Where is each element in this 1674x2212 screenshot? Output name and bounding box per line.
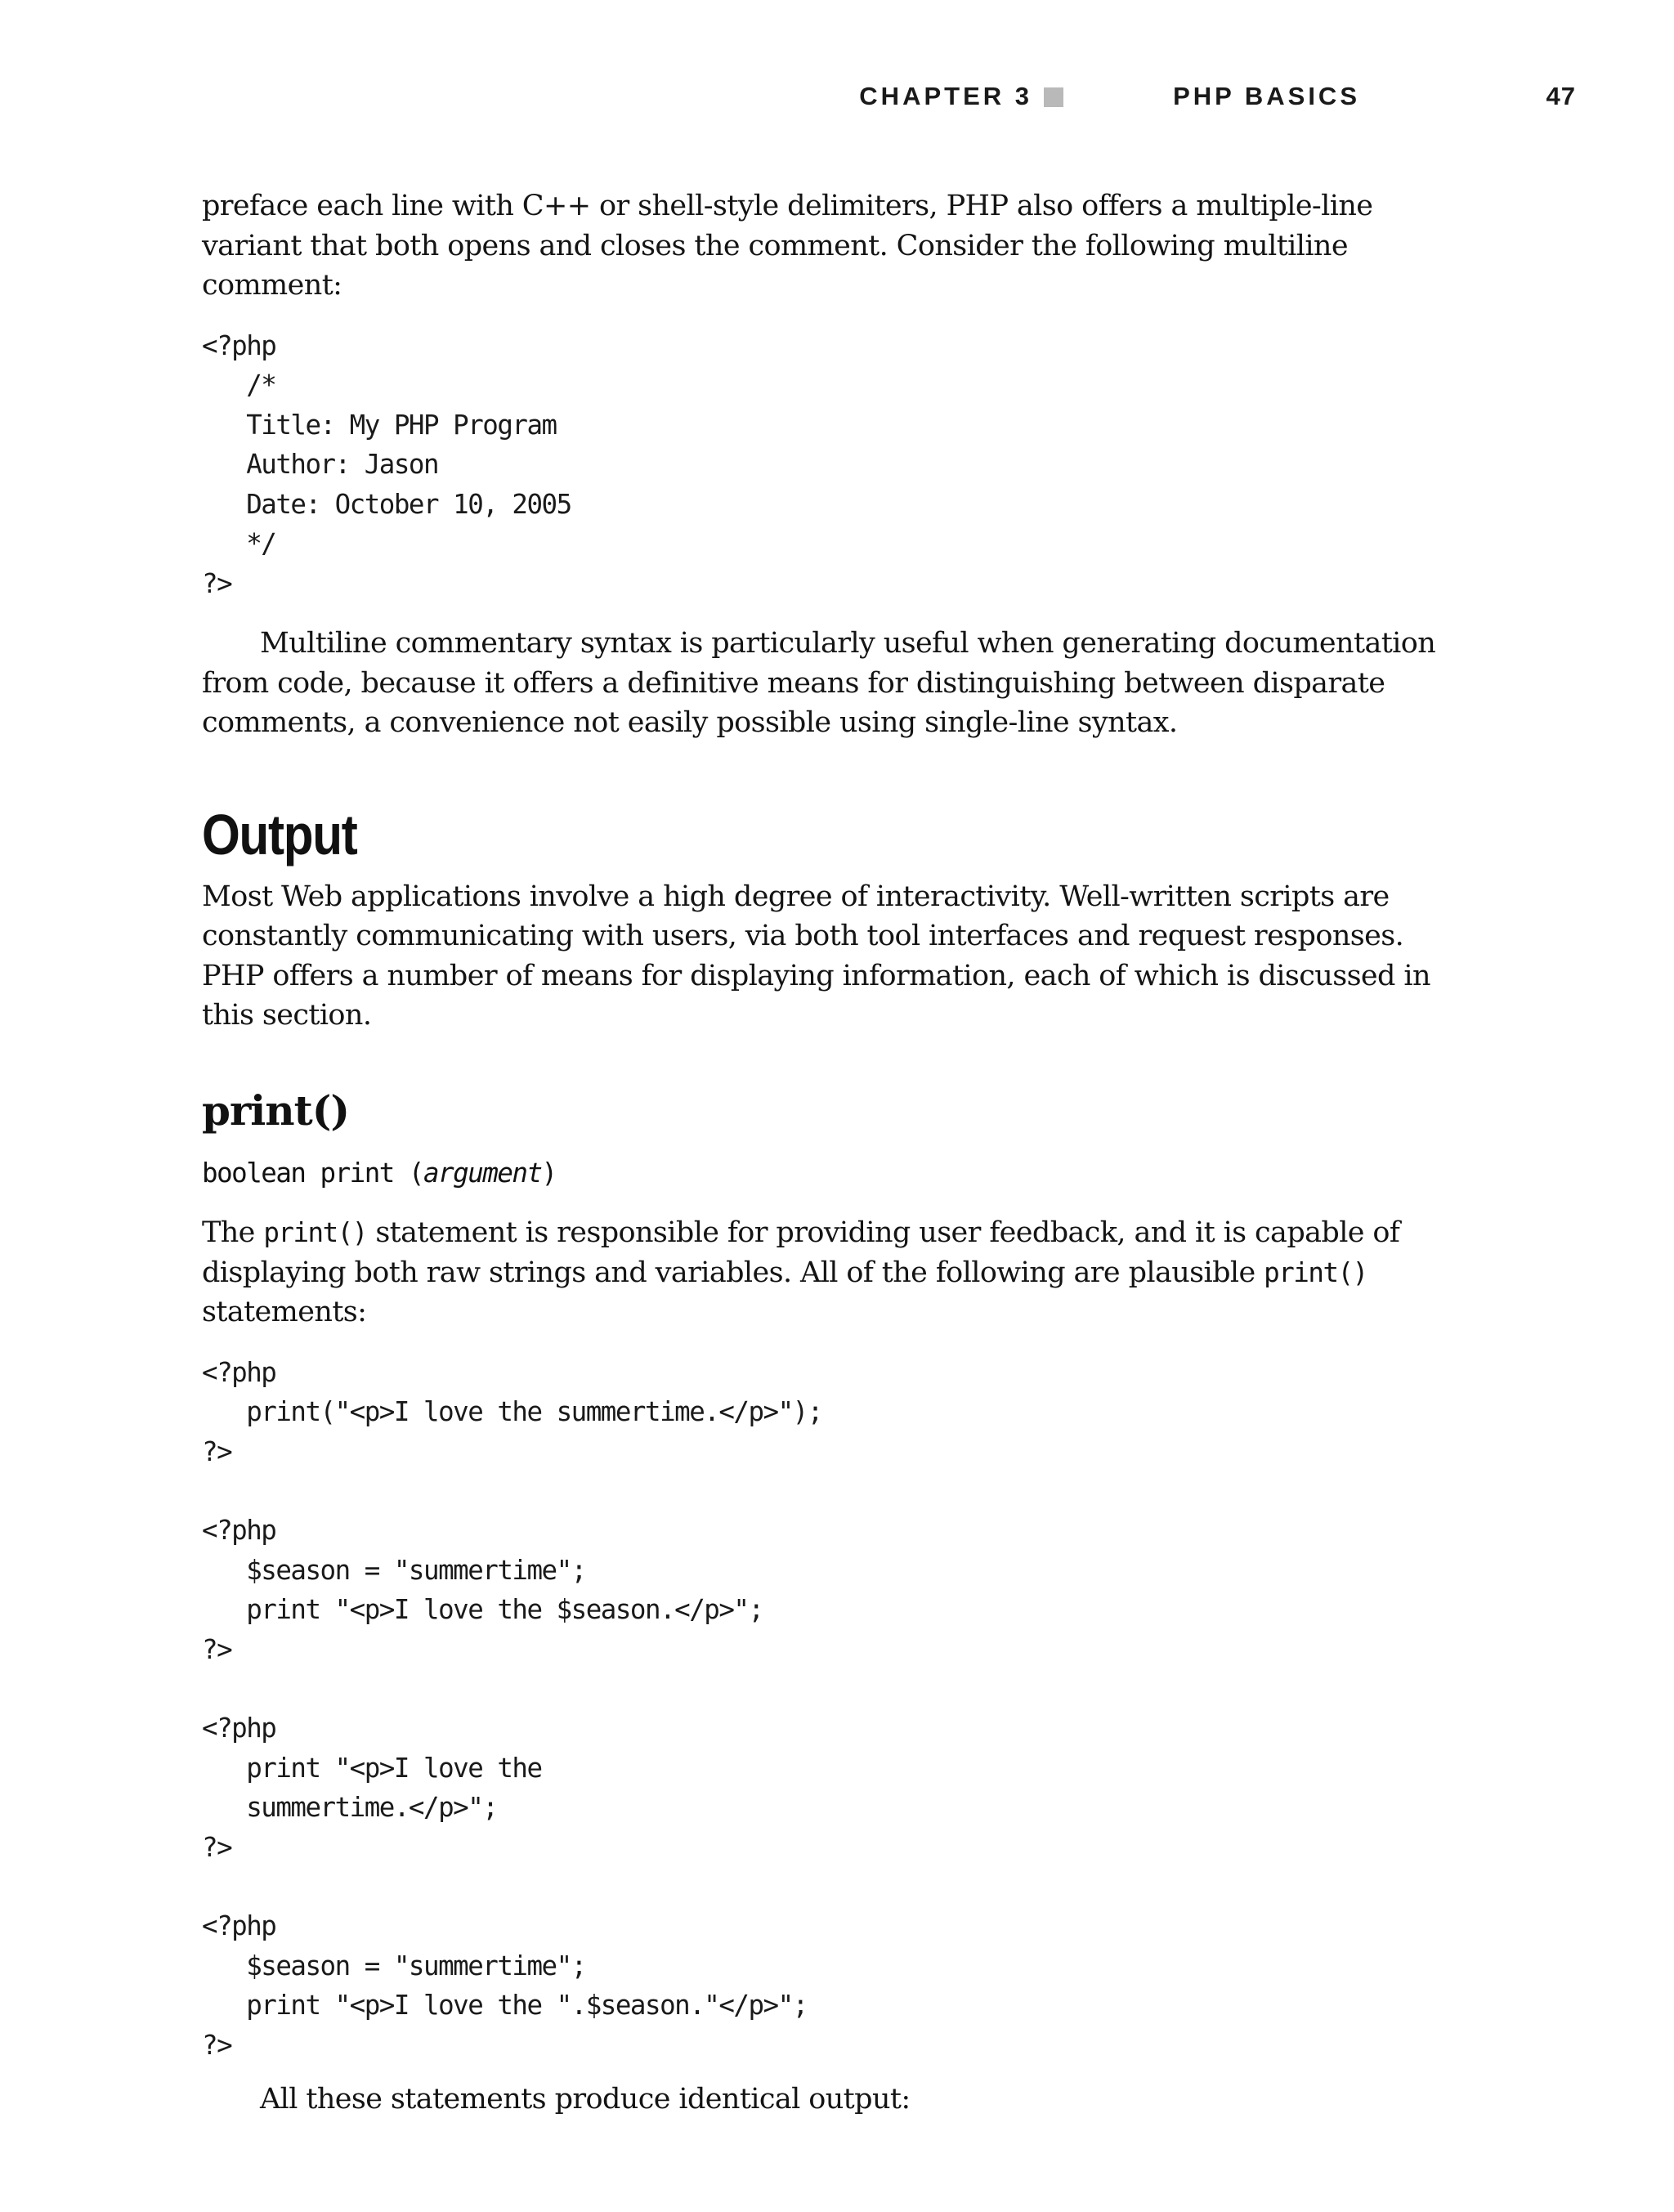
- code-block-multiline-comment: <?php /* Title: My PHP Program Author: Jason Date: October 10, 2005 */ ?>: [202, 329, 571, 599]
- signature-prefix: boolean print (: [202, 1157, 423, 1189]
- intro-paragraph: preface each line with C++ or shell-style delimiters, PHP also offers a multiple-line variant that both opens and closes the comment. Consider the following multiline comment:: [202, 190, 1373, 302]
- page-number: 47: [1546, 82, 1576, 110]
- running-head: [0, 82, 1576, 114]
- signature-suffix: ): [541, 1157, 557, 1189]
- code-block-example-4: <?php $season = "summertime"; print "<p>I love the ".$season."</p>"; ?>: [202, 1910, 808, 2061]
- print-paragraph-text-1: The: [202, 1216, 264, 1249]
- code-block-example-1: <?php print("<p>I love the summertime.</p>"); ?>: [202, 1356, 822, 1467]
- closing-paragraph: All these statements produce identical output:: [260, 2083, 911, 2116]
- print-paragraph-text-2: statement is responsible for providing user feedback, and it is capable of displaying both raw strings and variables. All of the following are plausible: [202, 1216, 1400, 1289]
- section-heading: Output: [202, 802, 357, 866]
- subsection-heading: print(): [202, 1086, 350, 1135]
- page-body: [202, 186, 1461, 2120]
- inline-code-print: print(): [1264, 1256, 1367, 1288]
- code-block-example-3: <?php print "<p>I love the summertime.</p>"; ?>: [202, 1713, 542, 1863]
- chapter-label: CHAPTER 3: [859, 82, 1032, 110]
- print-paragraph: [202, 1213, 1461, 1332]
- print-paragraph-text-3: statements:: [202, 1296, 367, 1328]
- signature-argument: argument: [423, 1157, 542, 1189]
- code-block-example-2: <?php $season = "summertime"; print "<p>I love the $season.</p>"; ?>: [202, 1515, 763, 1665]
- multiline-paragraph: Multiline commentary syntax is particularly useful when generating documentation from code, because it offers a definitive means for distinguishing between disparate comments, a convenience not easily possible using single-line syntax.: [202, 627, 1436, 739]
- chapter-title: PHP BASICS: [1173, 82, 1360, 110]
- inline-code-print: print(): [263, 1217, 367, 1248]
- section-paragraph: Most Web applications involve a high degree of interactivity. Well-written scripts are constantly communicating with users, via both tool interfaces and request responses. PHP offers a number of means for displaying information, each of which is discussed in this section.: [202, 880, 1430, 1032]
- square-separator-icon: [1044, 87, 1063, 107]
- function-signature: [202, 1153, 1461, 1193]
